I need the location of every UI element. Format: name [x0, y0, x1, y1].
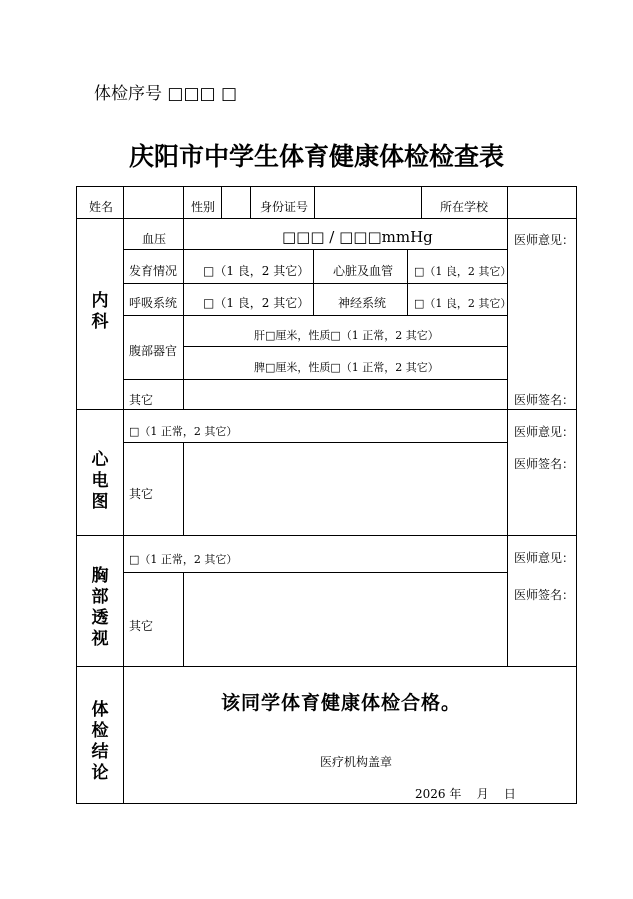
respiratory-value: □（1 良，2 其它）: [203, 296, 310, 310]
heart-value: □（1 良，2 其它）: [414, 265, 512, 278]
chest-section-label: 胸部透视: [91, 566, 109, 649]
chest-doctor-opinion: 医师意见：: [514, 551, 575, 565]
blood-pressure-value: □□□ / □□□mmHg: [282, 228, 433, 246]
respiratory-label: 呼吸系统: [129, 296, 178, 310]
ecg-doctor-opinion: 医师意见：: [514, 425, 575, 439]
school-label: 所在学校: [440, 200, 489, 214]
internal-other-label: 其它: [129, 393, 154, 407]
chest-other-label: 其它: [129, 619, 154, 633]
ecg-check-value: □（1 正常，2 其它）: [129, 425, 238, 438]
nervous-label: 神经系统: [338, 296, 387, 310]
ecg-doctor-sign: 医师签名：: [514, 457, 575, 471]
conclusion-statement: 该同学体育健康体检合格。: [221, 692, 462, 714]
liver-value: 肝□厘米，性质□（1 正常，2 其它）: [254, 329, 439, 342]
id-number-label: 身份证号: [260, 200, 309, 214]
form-title: 庆阳市中学生体育健康体检检查表: [128, 142, 504, 171]
internal-section-label: 内科: [91, 291, 109, 332]
heart-label: 心脏及血管: [333, 264, 394, 278]
gender-label: 性别: [191, 200, 216, 214]
name-label: 姓名: [89, 200, 114, 214]
institution-stamp-label: 医疗机构盖章: [320, 755, 393, 769]
internal-doctor-sign: 医师签名：: [514, 393, 575, 407]
spleen-value: 脾□厘米，性质□（1 正常，2 其它）: [254, 361, 439, 374]
chest-check-value: □（1 正常，2 其它）: [129, 553, 238, 566]
internal-doctor-opinion: 医师意见：: [514, 233, 575, 247]
chest-doctor-sign: 医师签名：: [514, 588, 575, 602]
development-label: 发育情况: [129, 264, 178, 278]
blood-pressure-label: 血压: [142, 232, 167, 246]
nervous-value: □（1 良，2 其它）: [414, 297, 512, 310]
ecg-other-label: 其它: [129, 487, 154, 501]
development-value: □（1 良，2 其它）: [203, 264, 310, 278]
serial-number-label: 体检序号 □□□ □: [94, 84, 238, 104]
abdomen-label: 腹部器官: [129, 344, 178, 358]
conclusion-section-label: 体检结论: [91, 700, 109, 783]
conclusion-date: 2026 年 月 日: [415, 787, 516, 801]
ecg-section-label: 心电图: [91, 450, 109, 512]
